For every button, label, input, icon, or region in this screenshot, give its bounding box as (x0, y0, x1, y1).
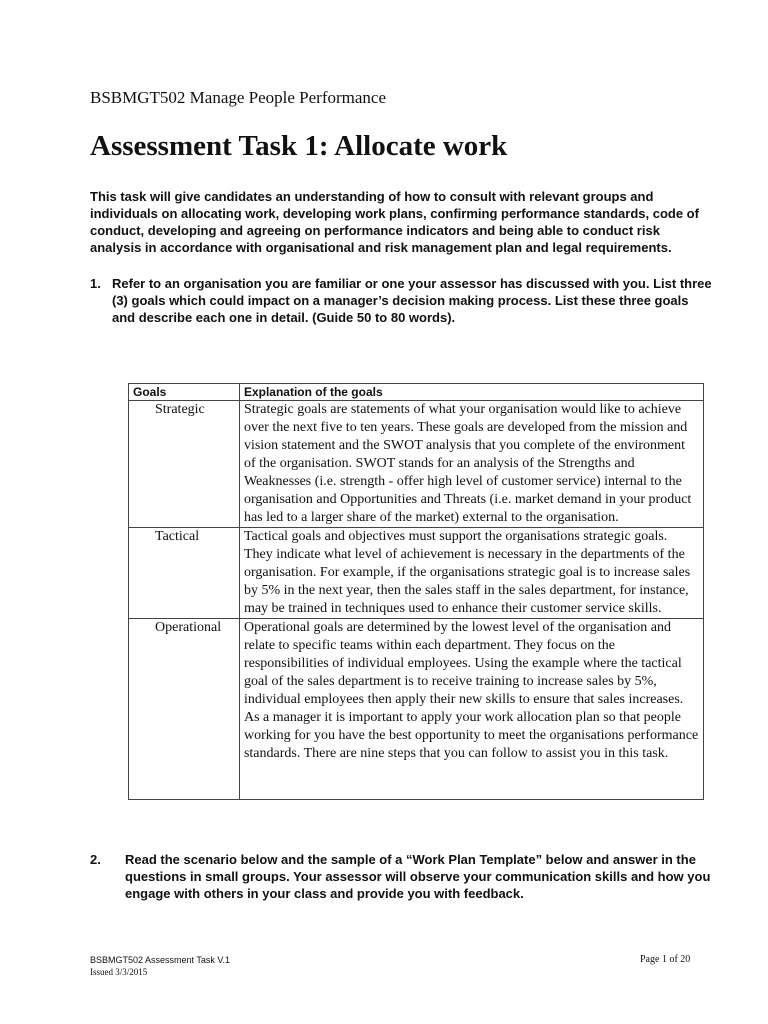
goals-table (128, 383, 704, 800)
goals-column-header: Goals (129, 384, 240, 401)
question-2 (90, 851, 714, 902)
goal-name: Strategic (155, 402, 205, 417)
question-2-text: Read the scenario below and the sample of a “Work Plan Template” below and answer in the questions in small groups. Your assessor will observe your communication skills and how you engage with others in your class and provide you with feedback. (125, 852, 711, 901)
question-1-text: Refer to an organisation you are familiar or one your assessor has discussed with you. List three (3) goals which could impact on a manager’s decision making process. List these three goals and describe each one in detail. (Guide 50 to 80 words). (112, 276, 712, 325)
question-1 (90, 275, 714, 326)
footer-left (90, 954, 230, 978)
goal-name: Operational (155, 620, 222, 635)
intro-paragraph: This task will give candidates an understanding of how to consult with relevant groups and individuals on allocating work, developing work plans, confirming performance standards, code of conduct, developing and agreeing on performance indicators and being able to conduct risk analysis in accordance with organisational and risk management plan and legal requirements. (90, 189, 699, 255)
goal-cell (129, 401, 240, 528)
goal-cell (129, 528, 240, 619)
page-title: Assessment Task 1: Allocate work (90, 130, 508, 162)
footer-issued-date: Issued 3/3/2015 (90, 967, 148, 977)
footer-page-number: Page 1 of 20 (640, 954, 691, 965)
footer-doc-id: BSBMGT502 Assessment Task V.1 (90, 955, 231, 965)
explanation-cell: Tactical goals and objectives must support the organisations strategic goals. They indicate what level of achievement is necessary in the departments of the organisation. For example, if the organisations strategic goal is to increase sales by 5% in the next year, then the sales staff in the sales department, for instance, may be trained in techniques used to enhance their customer service skills. (239, 528, 703, 619)
goal-cell (129, 619, 240, 800)
table-row (129, 619, 704, 800)
explanation-cell: Operational goals are determined by the lowest level of the organisation and relate to specific teams within each department. They focus on the responsibilities of individual employees. Using the example where the tactical goal of the sales department is to receive training to increase sales by 5%, individual employees then apply their new skills to ensure that sales increases. As a manager it is important to apply your work allocation plan so that people working for you have the best opportunity to meet the organisations performance standards. There are nine steps that you can follow to assist you in this task. (239, 619, 703, 800)
table-row (129, 401, 704, 528)
explanation-column-header: Explanation of the goals (239, 384, 703, 401)
question-2-number: 2. (90, 852, 101, 867)
course-header: BSBMGT502 Manage People Performance (90, 88, 387, 107)
table-header-row (129, 384, 704, 401)
question-1-number: 1. (90, 276, 101, 291)
explanation-cell: Strategic goals are statements of what your organisation would like to achieve over the next five to ten years. These goals are developed from the mission and vision statement and the SWOT analysis that you complete of the environment of the organisation. SWOT stands for an analysis of the Strengths and Weaknesses (i.e. strength - offer high level of customer service) internal to the organisation and Opportunities and Threats (i.e. market demand in your product has led to a larger share of the market) external to the organisation. (239, 401, 703, 528)
table-row (129, 528, 704, 619)
goal-name: Tactical (155, 529, 200, 544)
